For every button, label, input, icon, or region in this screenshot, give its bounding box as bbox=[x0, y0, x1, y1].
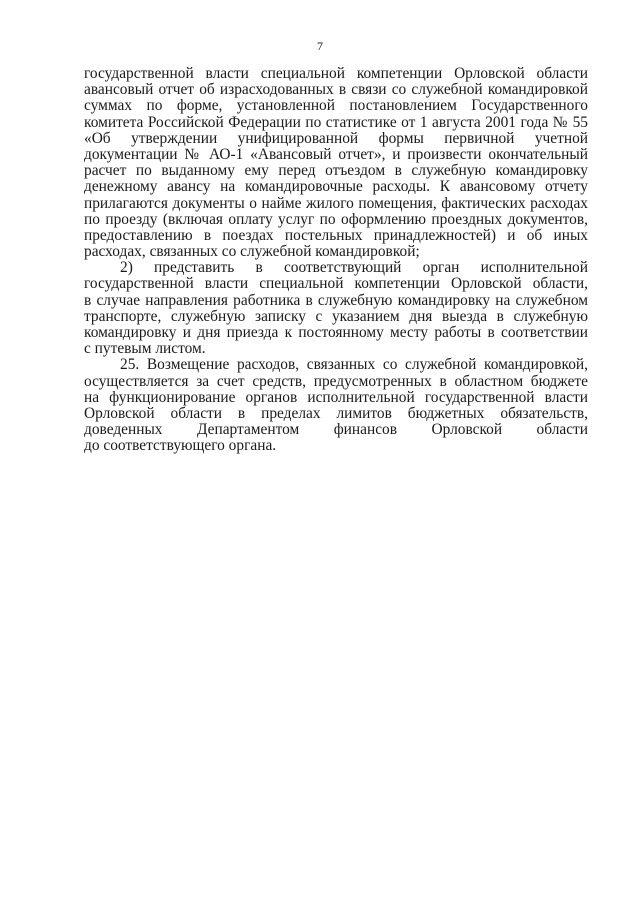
text-line: документации № АО-1 «Авансовый отчет», и произвести окончательный bbox=[84, 145, 588, 163]
text-line: «Об утверждении унифицированной формы первичной учетной bbox=[84, 129, 588, 147]
text-line: 25. Возмещение расходов, связанных со служебной командировкой, bbox=[120, 356, 588, 374]
text-line: командировку и дня приезда к постоянному месту работы в соответствии bbox=[84, 324, 588, 341]
paragraph-item-2 bbox=[84, 260, 588, 357]
page-number: 7 bbox=[317, 39, 323, 53]
text-line: Орловской области в пределах лимитов бюджетных обязательств, bbox=[84, 404, 588, 422]
text-line: денежному авансу на командировочные расходы. К авансовому отчету bbox=[84, 178, 588, 196]
text-line: осуществляется за счет средств, предусмотренных в областном бюджете bbox=[84, 372, 588, 390]
text-line: комитета Российской Федерации по статистике от 1 августа 2001 года № 55 bbox=[84, 113, 588, 131]
paragraph-item-25 bbox=[84, 357, 588, 454]
text-line: доведенных Департаментом финансов Орловской области bbox=[84, 421, 588, 439]
text-line: суммах по форме, установленной постановлением Государственного bbox=[84, 97, 588, 115]
text-line: 2) представить в соответствующий орган исполнительной bbox=[120, 259, 588, 277]
text-line: транспорте, служебную записку с указанием дня выезда в служебную bbox=[84, 307, 588, 325]
text-line: с путевым листом. bbox=[84, 340, 206, 358]
text-line: расходах, связанных со служебной командировкой; bbox=[84, 243, 420, 261]
text-line: авансовый отчет об израсходованных в связи со служебной командировкой bbox=[84, 81, 588, 99]
document-body bbox=[84, 66, 588, 455]
text-line: прилагаются документы о найме жилого помещения, фактических расходах bbox=[84, 194, 588, 212]
text-line: предоставлению в поездах постельных принадлежностей) и об иных bbox=[84, 226, 588, 244]
paragraph-continuation bbox=[84, 66, 588, 260]
text-line: государственной власти специальной компетенции Орловской области bbox=[84, 65, 588, 82]
text-line: в случае направления работника в служебную командировку на служебном bbox=[84, 291, 588, 309]
text-line: по проезду (включая оплату услуг по оформлению проездных документов, bbox=[84, 210, 588, 228]
text-line: до соответствующего органа. bbox=[84, 437, 277, 455]
text-line: расчет по выданному ему перед отъездом в служебную командировку bbox=[84, 162, 588, 180]
text-line: государственной власти специальной компетенции Орловской области, bbox=[84, 275, 588, 293]
text-line: на функционирование органов исполнительной государственной власти bbox=[84, 388, 588, 406]
